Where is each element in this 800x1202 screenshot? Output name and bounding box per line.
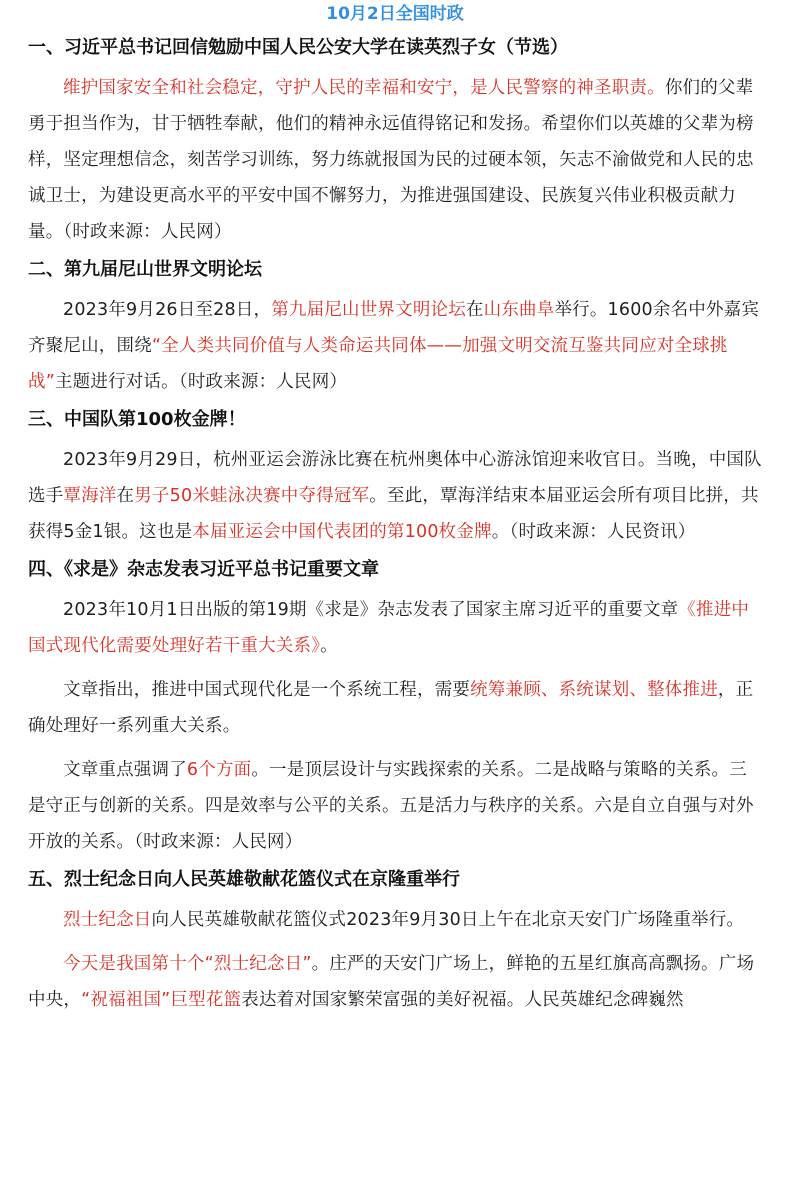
highlighted-text: 烈士纪念日: [63, 910, 152, 930]
highlighted-text: 维护国家安全和社会稳定，守护人民的幸福和安宁，是人民警察的神圣职责。: [63, 78, 665, 98]
body-text: 向人民英雄敬献花篮仪式2023年9月30日上午在北京天安门广场隆重举行。: [151, 910, 745, 930]
news-section: [28, 258, 762, 400]
section-heading: 三、中国队第100枚金牌！: [28, 409, 246, 430]
highlighted-text: 男子50米蛙泳决赛中夺得冠军: [134, 486, 370, 506]
body-text: 文章重点强调了: [63, 760, 187, 780]
news-section: [28, 868, 762, 1018]
body-text: 。: [320, 636, 338, 656]
highlighted-text: 第九届尼山世界文明论坛: [271, 300, 466, 320]
highlighted-text: 6个方面: [186, 760, 252, 780]
section-paragraph: [28, 902, 762, 938]
news-section: [28, 558, 762, 860]
news-section: [28, 36, 762, 250]
highlighted-text: 山东曲阜: [483, 300, 555, 320]
highlighted-text: 统筹兼顾、系统谋划、整体推进: [470, 680, 718, 700]
section-heading: 一、习近平总书记回信勉励中国人民公安大学在读英烈子女（节选）: [28, 37, 568, 58]
news-section: [28, 408, 762, 550]
body-text: 。一是顶层设计与实践探索的关系。二是战略与策略的关系。三是守正与创新的关系。四是效率与公平的关系。五是活力与秩序的关系。六是自立自强与对外开放的关系。（时政来源：人民网）: [28, 760, 754, 852]
section-paragraph: [28, 70, 762, 250]
sections-container: [28, 36, 762, 1018]
body-text: 你们的父辈勇于担当作为，甘于牺牲奉献，他们的精神永远值得铭记和发扬。希望你们以英雄的父辈为榜样，坚定理想信念，刻苦学习训练，努力练就报国为民的过硬本领，矢志不渝做党和人民的忠诚卫士，为建设更高水平的平安中国不懈努力，为推进强国建设、民族复兴伟业积极贡献力量。（时政来源：人民网）: [28, 78, 754, 242]
highlighted-text: 覃海洋: [63, 486, 117, 506]
body-text: 2023年9月26日至28日，: [63, 300, 272, 320]
body-text: 2023年9月29日，杭州亚运会游泳比赛在杭州奥体中心游泳馆迎来收官日。当晚，中国队选手: [28, 450, 762, 506]
section-paragraph: [28, 592, 762, 664]
body-text: 2023年10月1日出版的第19期《求是》杂志发表了国家主席习近平的重要文章: [63, 600, 679, 620]
section-heading: 五、烈士纪念日向人民英雄敬献花篮仪式在京隆重举行: [28, 869, 460, 890]
section-paragraph: [28, 672, 762, 744]
section-paragraph: [28, 946, 762, 1018]
body-text: 表达着对国家繁荣富强的美好祝福。人民英雄纪念碑巍然: [241, 990, 684, 1010]
highlighted-text: “全人类共同价值与人类命运共同体——加强文明交流互鉴共同应对全球挑战”: [28, 336, 728, 392]
body-text: 。至此，覃海洋结束本届亚运会所有项目比拼，共获得5金1银。这也是: [28, 486, 759, 542]
body-text: 主题进行对话。（时政来源：人民网）: [54, 372, 348, 392]
body-text: 在: [465, 300, 484, 320]
section-heading: 二、第九届尼山世界文明论坛: [28, 259, 262, 280]
section-paragraph: [28, 752, 762, 860]
page-title: 10月2日全国时政: [326, 4, 464, 24]
highlighted-text: 《推进中国式现代化需要处理好若干重大关系》: [28, 600, 750, 656]
body-text: 。庄严的天安门广场上，鲜艳的五星红旗高高飘扬。广场中央，: [28, 954, 755, 1010]
highlighted-text: 今天是我国第十个“烈士纪念日”: [63, 954, 312, 974]
highlighted-text: 本届亚运会中国代表团的第100枚金牌: [192, 522, 492, 542]
body-text: 。（时政来源：人民资讯）: [491, 522, 696, 542]
body-text: 在: [116, 486, 135, 506]
section-heading: 四、《求是》杂志发表习近平总书记重要文章: [28, 559, 379, 580]
body-text: 举行。1600余名中外嘉宾齐聚尼山，围绕: [28, 300, 760, 356]
section-paragraph: [28, 292, 762, 400]
body-text: 文章指出，推进中国式现代化是一个系统工程，需要: [63, 680, 471, 700]
highlighted-text: “祝福祖国”巨型花篮: [81, 990, 242, 1010]
body-text: ，正确处理好一系列重大关系。: [28, 680, 754, 736]
section-paragraph: [28, 442, 762, 550]
